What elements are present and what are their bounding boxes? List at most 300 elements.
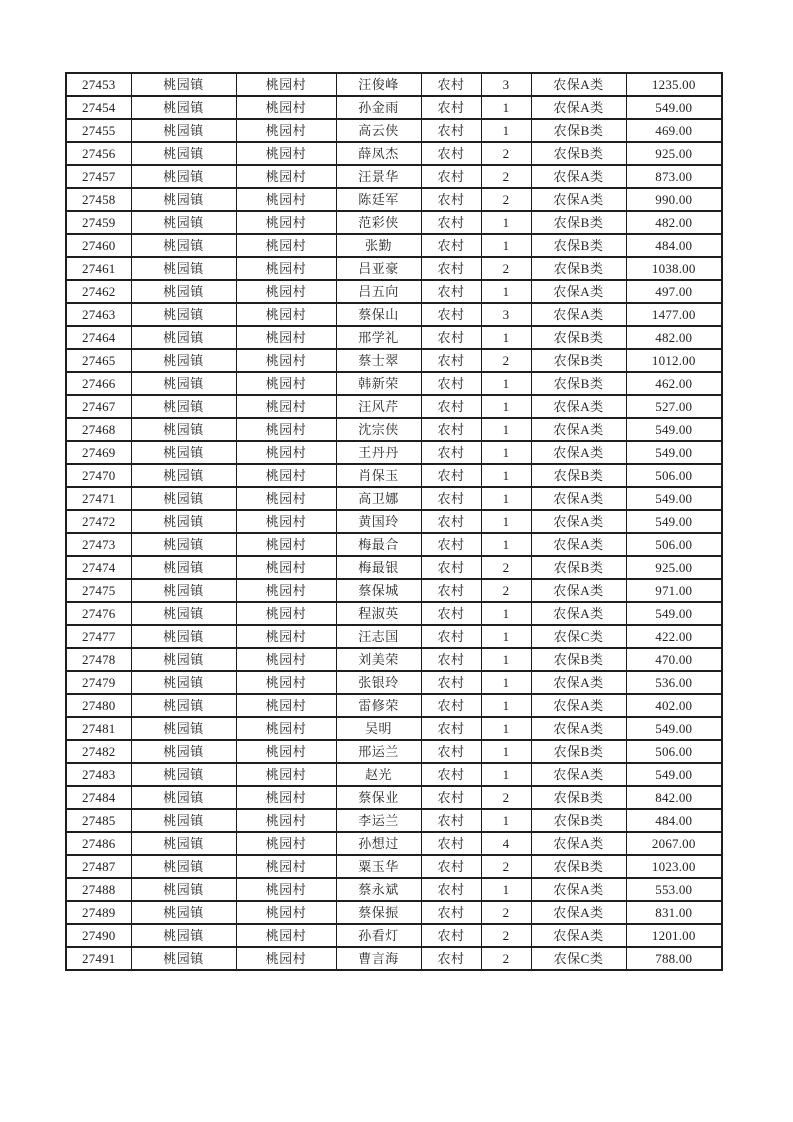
cell-residence: 农村: [421, 602, 481, 625]
cell-amount: 422.00: [626, 625, 722, 648]
cell-residence: 农村: [421, 211, 481, 234]
cell-amount: 482.00: [626, 211, 722, 234]
cell-insurance_category: 农保A类: [531, 832, 626, 855]
cell-village: 桃园村: [236, 441, 336, 464]
cell-id: 27491: [66, 947, 131, 970]
cell-insurance_category: 农保B类: [531, 786, 626, 809]
cell-count: 1: [481, 878, 531, 901]
cell-id: 27482: [66, 740, 131, 763]
table-row: [66, 257, 722, 280]
cell-residence: 农村: [421, 763, 481, 786]
cell-insurance_category: 农保A类: [531, 487, 626, 510]
cell-insurance_category: 农保B类: [531, 464, 626, 487]
cell-id: 27488: [66, 878, 131, 901]
cell-residence: 农村: [421, 533, 481, 556]
cell-count: 1: [481, 326, 531, 349]
cell-amount: 549.00: [626, 487, 722, 510]
table-row: [66, 441, 722, 464]
cell-count: 2: [481, 947, 531, 970]
cell-id: 27462: [66, 280, 131, 303]
cell-insurance_category: 农保B类: [531, 648, 626, 671]
table-row: [66, 96, 722, 119]
cell-id: 27458: [66, 188, 131, 211]
cell-amount: 484.00: [626, 234, 722, 257]
cell-insurance_category: 农保B类: [531, 234, 626, 257]
cell-count: 1: [481, 96, 531, 119]
cell-name: 蔡士翠: [336, 349, 421, 372]
cell-village: 桃园村: [236, 602, 336, 625]
table-row: [66, 234, 722, 257]
cell-count: 1: [481, 464, 531, 487]
cell-count: 2: [481, 188, 531, 211]
cell-town: 桃园镇: [131, 694, 236, 717]
cell-count: 1: [481, 671, 531, 694]
cell-count: 1: [481, 602, 531, 625]
cell-town: 桃园镇: [131, 73, 236, 96]
cell-residence: 农村: [421, 855, 481, 878]
cell-count: 3: [481, 73, 531, 96]
cell-amount: 788.00: [626, 947, 722, 970]
cell-residence: 农村: [421, 303, 481, 326]
cell-id: 27478: [66, 648, 131, 671]
cell-amount: 971.00: [626, 579, 722, 602]
cell-village: 桃园村: [236, 648, 336, 671]
cell-residence: 农村: [421, 832, 481, 855]
cell-residence: 农村: [421, 579, 481, 602]
cell-name: 韩新荣: [336, 372, 421, 395]
cell-count: 1: [481, 740, 531, 763]
cell-village: 桃园村: [236, 326, 336, 349]
cell-insurance_category: 农保A类: [531, 602, 626, 625]
table-row: [66, 510, 722, 533]
cell-count: 1: [481, 372, 531, 395]
cell-town: 桃园镇: [131, 165, 236, 188]
cell-village: 桃园村: [236, 832, 336, 855]
cell-id: 27485: [66, 809, 131, 832]
cell-name: 吴明: [336, 717, 421, 740]
table-row: [66, 671, 722, 694]
cell-town: 桃园镇: [131, 832, 236, 855]
cell-town: 桃园镇: [131, 556, 236, 579]
cell-insurance_category: 农保A类: [531, 579, 626, 602]
cell-town: 桃园镇: [131, 648, 236, 671]
cell-name: 孙想过: [336, 832, 421, 855]
table-row: [66, 533, 722, 556]
cell-village: 桃园村: [236, 740, 336, 763]
cell-insurance_category: 农保A类: [531, 901, 626, 924]
table-row: [66, 349, 722, 372]
cell-id: 27483: [66, 763, 131, 786]
cell-id: 27474: [66, 556, 131, 579]
cell-name: 蔡保业: [336, 786, 421, 809]
cell-id: 27461: [66, 257, 131, 280]
cell-village: 桃园村: [236, 878, 336, 901]
cell-name: 孙金雨: [336, 96, 421, 119]
cell-residence: 农村: [421, 878, 481, 901]
cell-amount: 506.00: [626, 740, 722, 763]
cell-id: 27489: [66, 901, 131, 924]
cell-village: 桃园村: [236, 188, 336, 211]
cell-insurance_category: 农保C类: [531, 625, 626, 648]
cell-id: 27490: [66, 924, 131, 947]
cell-village: 桃园村: [236, 165, 336, 188]
cell-residence: 农村: [421, 694, 481, 717]
cell-count: 2: [481, 257, 531, 280]
table-row: [66, 372, 722, 395]
cell-amount: 482.00: [626, 326, 722, 349]
table-row: [66, 579, 722, 602]
cell-count: 1: [481, 211, 531, 234]
cell-id: 27487: [66, 855, 131, 878]
cell-id: 27471: [66, 487, 131, 510]
cell-amount: 549.00: [626, 510, 722, 533]
cell-town: 桃园镇: [131, 188, 236, 211]
cell-insurance_category: 农保B类: [531, 740, 626, 763]
cell-town: 桃园镇: [131, 234, 236, 257]
cell-residence: 农村: [421, 441, 481, 464]
cell-name: 高卫娜: [336, 487, 421, 510]
table-row: [66, 855, 722, 878]
table-row: [66, 878, 722, 901]
cell-town: 桃园镇: [131, 349, 236, 372]
cell-count: 2: [481, 556, 531, 579]
cell-village: 桃园村: [236, 96, 336, 119]
cell-amount: 2067.00: [626, 832, 722, 855]
cell-id: 27456: [66, 142, 131, 165]
cell-village: 桃园村: [236, 533, 336, 556]
cell-name: 蔡保城: [336, 579, 421, 602]
cell-residence: 农村: [421, 556, 481, 579]
cell-insurance_category: 农保B类: [531, 326, 626, 349]
cell-residence: 农村: [421, 487, 481, 510]
cell-name: 蔡保山: [336, 303, 421, 326]
cell-id: 27466: [66, 372, 131, 395]
cell-amount: 506.00: [626, 533, 722, 556]
cell-residence: 农村: [421, 349, 481, 372]
cell-count: 1: [481, 441, 531, 464]
cell-name: 蔡永斌: [336, 878, 421, 901]
cell-amount: 1235.00: [626, 73, 722, 96]
cell-name: 高云侠: [336, 119, 421, 142]
cell-count: 1: [481, 510, 531, 533]
cell-town: 桃园镇: [131, 671, 236, 694]
cell-town: 桃园镇: [131, 878, 236, 901]
cell-id: 27464: [66, 326, 131, 349]
cell-amount: 469.00: [626, 119, 722, 142]
cell-name: 孙看灯: [336, 924, 421, 947]
table-row: [66, 188, 722, 211]
cell-amount: 831.00: [626, 901, 722, 924]
cell-town: 桃园镇: [131, 901, 236, 924]
cell-amount: 549.00: [626, 717, 722, 740]
cell-town: 桃园镇: [131, 786, 236, 809]
table-row: [66, 832, 722, 855]
cell-name: 吕五向: [336, 280, 421, 303]
cell-count: 1: [481, 395, 531, 418]
cell-insurance_category: 农保A类: [531, 533, 626, 556]
cell-town: 桃园镇: [131, 579, 236, 602]
cell-id: 27453: [66, 73, 131, 96]
cell-residence: 农村: [421, 901, 481, 924]
cell-name: 邢学礼: [336, 326, 421, 349]
table-row: [66, 740, 722, 763]
cell-village: 桃园村: [236, 119, 336, 142]
table-row: [66, 763, 722, 786]
table-row: [66, 947, 722, 970]
cell-count: 1: [481, 119, 531, 142]
cell-village: 桃园村: [236, 717, 336, 740]
cell-residence: 农村: [421, 648, 481, 671]
cell-name: 陈廷军: [336, 188, 421, 211]
cell-insurance_category: 农保A类: [531, 165, 626, 188]
table-row: [66, 119, 722, 142]
cell-residence: 农村: [421, 280, 481, 303]
cell-village: 桃园村: [236, 372, 336, 395]
cell-insurance_category: 农保A类: [531, 510, 626, 533]
cell-amount: 1201.00: [626, 924, 722, 947]
cell-name: 汪俊峰: [336, 73, 421, 96]
cell-amount: 536.00: [626, 671, 722, 694]
cell-town: 桃园镇: [131, 947, 236, 970]
cell-residence: 农村: [421, 947, 481, 970]
cell-residence: 农村: [421, 326, 481, 349]
cell-amount: 1023.00: [626, 855, 722, 878]
cell-name: 邢运兰: [336, 740, 421, 763]
cell-name: 王丹丹: [336, 441, 421, 464]
cell-residence: 农村: [421, 786, 481, 809]
cell-village: 桃园村: [236, 556, 336, 579]
cell-village: 桃园村: [236, 947, 336, 970]
cell-id: 27476: [66, 602, 131, 625]
cell-village: 桃园村: [236, 809, 336, 832]
cell-amount: 549.00: [626, 441, 722, 464]
cell-village: 桃园村: [236, 142, 336, 165]
cell-residence: 农村: [421, 740, 481, 763]
table-row: [66, 211, 722, 234]
cell-count: 4: [481, 832, 531, 855]
cell-town: 桃园镇: [131, 441, 236, 464]
cell-insurance_category: 农保A类: [531, 717, 626, 740]
table-row: [66, 602, 722, 625]
cell-insurance_category: 农保A类: [531, 924, 626, 947]
cell-amount: 553.00: [626, 878, 722, 901]
cell-name: 刘美荣: [336, 648, 421, 671]
cell-village: 桃园村: [236, 349, 336, 372]
cell-village: 桃园村: [236, 280, 336, 303]
cell-id: 27479: [66, 671, 131, 694]
cell-id: 27454: [66, 96, 131, 119]
cell-village: 桃园村: [236, 234, 336, 257]
cell-town: 桃园镇: [131, 303, 236, 326]
cell-town: 桃园镇: [131, 533, 236, 556]
table-row: [66, 395, 722, 418]
cell-village: 桃园村: [236, 395, 336, 418]
cell-count: 1: [481, 280, 531, 303]
cell-name: 张勤: [336, 234, 421, 257]
cell-insurance_category: 农保A类: [531, 878, 626, 901]
cell-village: 桃园村: [236, 855, 336, 878]
cell-insurance_category: 农保B类: [531, 809, 626, 832]
cell-count: 1: [481, 418, 531, 441]
cell-village: 桃园村: [236, 487, 336, 510]
cell-count: 1: [481, 533, 531, 556]
cell-village: 桃园村: [236, 763, 336, 786]
cell-name: 黄国玲: [336, 510, 421, 533]
table-row: [66, 786, 722, 809]
cell-residence: 农村: [421, 464, 481, 487]
cell-town: 桃园镇: [131, 763, 236, 786]
cell-amount: 925.00: [626, 556, 722, 579]
cell-id: 27480: [66, 694, 131, 717]
cell-town: 桃园镇: [131, 96, 236, 119]
cell-id: 27477: [66, 625, 131, 648]
cell-insurance_category: 农保A类: [531, 418, 626, 441]
cell-name: 粟玉华: [336, 855, 421, 878]
cell-count: 1: [481, 648, 531, 671]
cell-amount: 484.00: [626, 809, 722, 832]
cell-id: 27475: [66, 579, 131, 602]
cell-amount: 873.00: [626, 165, 722, 188]
cell-town: 桃园镇: [131, 740, 236, 763]
cell-count: 1: [481, 809, 531, 832]
cell-town: 桃园镇: [131, 487, 236, 510]
cell-name: 梅最合: [336, 533, 421, 556]
cell-count: 2: [481, 786, 531, 809]
cell-count: 1: [481, 694, 531, 717]
cell-insurance_category: 农保B类: [531, 211, 626, 234]
cell-insurance_category: 农保B类: [531, 142, 626, 165]
cell-name: 梅最银: [336, 556, 421, 579]
table-row: [66, 694, 722, 717]
cell-village: 桃园村: [236, 901, 336, 924]
cell-amount: 549.00: [626, 418, 722, 441]
cell-town: 桃园镇: [131, 924, 236, 947]
cell-name: 汪景华: [336, 165, 421, 188]
cell-count: 1: [481, 487, 531, 510]
cell-id: 27472: [66, 510, 131, 533]
cell-name: 薛凤杰: [336, 142, 421, 165]
cell-count: 2: [481, 165, 531, 188]
cell-village: 桃园村: [236, 625, 336, 648]
cell-residence: 农村: [421, 257, 481, 280]
cell-id: 27470: [66, 464, 131, 487]
table-row: [66, 165, 722, 188]
cell-amount: 549.00: [626, 763, 722, 786]
cell-id: 27460: [66, 234, 131, 257]
cell-town: 桃园镇: [131, 326, 236, 349]
cell-amount: 549.00: [626, 602, 722, 625]
cell-insurance_category: 农保B类: [531, 257, 626, 280]
cell-town: 桃园镇: [131, 855, 236, 878]
cell-amount: 549.00: [626, 96, 722, 119]
cell-name: 沈宗侠: [336, 418, 421, 441]
table-row: [66, 303, 722, 326]
cell-name: 蔡保振: [336, 901, 421, 924]
cell-insurance_category: 农保A类: [531, 73, 626, 96]
cell-residence: 农村: [421, 510, 481, 533]
cell-insurance_category: 农保A类: [531, 441, 626, 464]
cell-name: 汪风芹: [336, 395, 421, 418]
cell-town: 桃园镇: [131, 211, 236, 234]
cell-residence: 农村: [421, 418, 481, 441]
cell-count: 2: [481, 855, 531, 878]
cell-residence: 农村: [421, 395, 481, 418]
cell-name: 雷修荣: [336, 694, 421, 717]
table-row: [66, 418, 722, 441]
cell-town: 桃园镇: [131, 809, 236, 832]
cell-count: 2: [481, 142, 531, 165]
cell-town: 桃园镇: [131, 142, 236, 165]
cell-village: 桃园村: [236, 694, 336, 717]
cell-village: 桃园村: [236, 303, 336, 326]
cell-id: 27455: [66, 119, 131, 142]
cell-town: 桃园镇: [131, 717, 236, 740]
cell-insurance_category: 农保A类: [531, 280, 626, 303]
cell-count: 3: [481, 303, 531, 326]
cell-residence: 农村: [421, 625, 481, 648]
cell-id: 27467: [66, 395, 131, 418]
cell-residence: 农村: [421, 924, 481, 947]
cell-id: 27486: [66, 832, 131, 855]
cell-town: 桃园镇: [131, 119, 236, 142]
cell-insurance_category: 农保A类: [531, 303, 626, 326]
cell-residence: 农村: [421, 73, 481, 96]
cell-name: 汪志国: [336, 625, 421, 648]
cell-id: 27463: [66, 303, 131, 326]
cell-insurance_category: 农保B类: [531, 855, 626, 878]
cell-count: 1: [481, 763, 531, 786]
table-row: [66, 648, 722, 671]
cell-amount: 925.00: [626, 142, 722, 165]
cell-id: 27465: [66, 349, 131, 372]
table-row: [66, 717, 722, 740]
cell-town: 桃园镇: [131, 395, 236, 418]
cell-name: 吕亚豪: [336, 257, 421, 280]
cell-village: 桃园村: [236, 671, 336, 694]
cell-insurance_category: 农保A类: [531, 671, 626, 694]
cell-count: 2: [481, 349, 531, 372]
cell-id: 27469: [66, 441, 131, 464]
cell-amount: 990.00: [626, 188, 722, 211]
cell-id: 27481: [66, 717, 131, 740]
cell-id: 27457: [66, 165, 131, 188]
cell-residence: 农村: [421, 119, 481, 142]
cell-insurance_category: 农保A类: [531, 96, 626, 119]
cell-count: 1: [481, 234, 531, 257]
cell-residence: 农村: [421, 809, 481, 832]
cell-id: 27468: [66, 418, 131, 441]
table-row: [66, 73, 722, 96]
cell-name: 肖保玉: [336, 464, 421, 487]
cell-village: 桃园村: [236, 464, 336, 487]
table-row: [66, 464, 722, 487]
cell-insurance_category: 农保A类: [531, 395, 626, 418]
cell-village: 桃园村: [236, 73, 336, 96]
cell-id: 27484: [66, 786, 131, 809]
table-row: [66, 142, 722, 165]
cell-amount: 1477.00: [626, 303, 722, 326]
cell-village: 桃园村: [236, 211, 336, 234]
cell-name: 范彩侠: [336, 211, 421, 234]
cell-insurance_category: 农保A类: [531, 694, 626, 717]
cell-amount: 497.00: [626, 280, 722, 303]
cell-residence: 农村: [421, 188, 481, 211]
cell-amount: 506.00: [626, 464, 722, 487]
cell-name: 曹言海: [336, 947, 421, 970]
table-row: [66, 326, 722, 349]
cell-count: 2: [481, 901, 531, 924]
cell-town: 桃园镇: [131, 257, 236, 280]
